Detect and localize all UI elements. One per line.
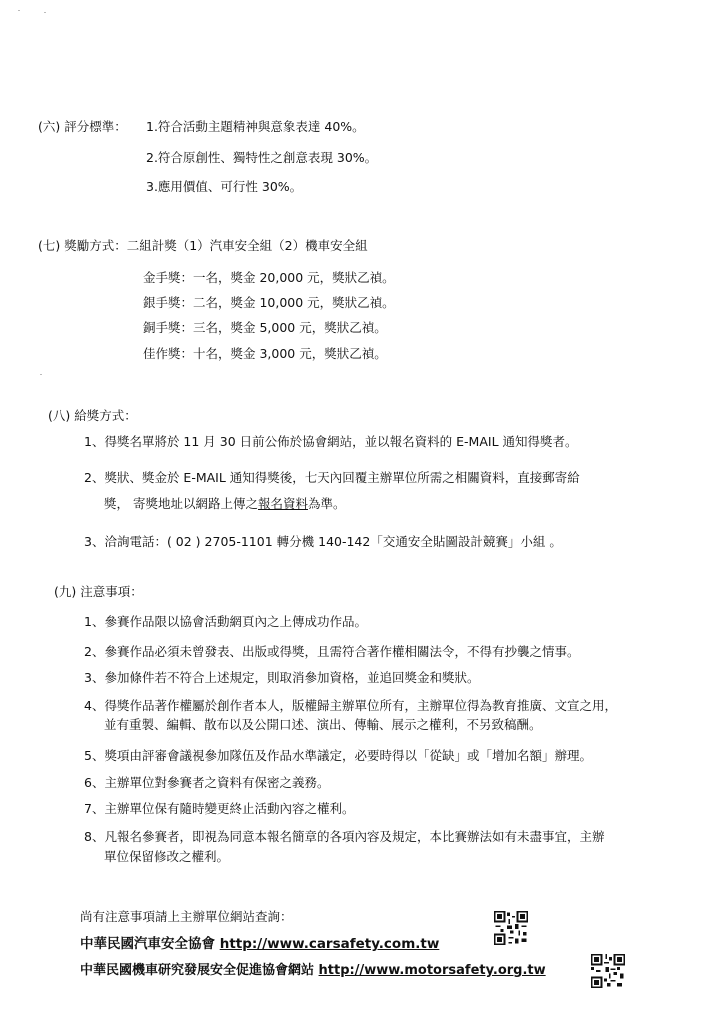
- registration-data-link: 報名資料: [257, 496, 308, 511]
- qr-code-icon[interactable]: [494, 911, 528, 945]
- awards-heading: (七) 獎勵方式：二組計獎（1）汽車安全組（2）機車安全組: [38, 238, 368, 253]
- criteria-item: 3.應用價值、可行性 30%。: [146, 179, 303, 194]
- org-name-carsafety: 中華民國汽車安全協會: [80, 936, 215, 952]
- note-item: 3、參加條件若不符合上述規定，則取消參加資格，並追回獎金和獎狀。: [84, 670, 480, 685]
- note-item: 2、參賽作品必須未曾發表、出版或得獎，且需符合著作權相關法令，不得有抄襲之情事。: [84, 644, 580, 659]
- distribution-heading: (八) 給獎方式：: [48, 408, 137, 423]
- note-item-cont: 並有重製、編輯、散布以及公開口述、演出、傳輸、展示之權利，不另致稿酬。: [104, 717, 542, 732]
- qr-code-icon[interactable]: [591, 954, 625, 988]
- note-item: 7、主辦單位保有隨時變更終止活動內容之權利。: [84, 801, 355, 816]
- prize-honorable: 佳作獎：十名，獎金 3,000 元，獎狀乙禎。: [143, 346, 387, 361]
- motorsafety-url-link[interactable]: http://www.motorsafety.org.tw: [318, 963, 546, 978]
- note-item: 5、獎項由評審會議視參加隊伍及作品水準議定，必要時得以「從缺」或「增加名額」辦理。: [84, 748, 592, 763]
- criteria-item: 2.符合原創性、獨特性之創意表現 30%。: [146, 150, 378, 165]
- criteria-item: 1.符合活動主題精神與意象表達 40%。: [146, 119, 365, 134]
- distribution-item-1: 1、得獎名單將於 11 月 30 日前公佈於協會網站，並以報名資料的 E-MAIL 通知得獎者。: [84, 434, 578, 449]
- note-item: 1、參賽作品限以協會活動網頁內之上傳成功作品。: [84, 614, 367, 629]
- note-item-cont: 單位保留修改之權利。: [104, 849, 230, 864]
- note-item: 8、凡報名參賽者，即視為同意本報名簡章的各項內容及規定，本比賽辦法如有未盡事宜，主辦: [84, 829, 605, 844]
- scan-speck: [44, 12, 46, 13]
- scan-speck: [40, 374, 42, 375]
- org-name-motorsafety: 中華民國機車研究發展安全促進協會網站: [80, 963, 315, 978]
- distribution-item-2-text: 獎， 寄獎地址以網路上傳之: [104, 496, 258, 511]
- scan-speck: [18, 10, 20, 11]
- notes-heading: (九) 注意事項：: [54, 584, 143, 599]
- criteria-heading: (六) 評分標準：: [38, 119, 127, 134]
- distribution-item-3: 3、洽詢電話：( 02 ) 2705-1101 轉分機 140-142「交通安全貼圖設計競賽」小組 。: [84, 534, 562, 549]
- footer-org-1: [80, 936, 439, 952]
- prize-bronze: 銅手獎：三名，獎金 5,000 元，獎狀乙禎。: [143, 320, 387, 335]
- carsafety-url-link[interactable]: http://www.carsafety.com.tw: [219, 936, 440, 952]
- footer-intro: 尚有注意事項請上主辦單位網站查詢：: [80, 909, 293, 924]
- note-item: 4、得獎作品著作權屬於創作者本人，版權歸主辦單位所有，主辦單位得為教育推廣、文宣之用，: [84, 698, 617, 713]
- distribution-item-2: 2、獎狀、獎金於 E-MAIL 通知得獎後，七天內回覆主辦單位所需之相關資料，直接郵寄給: [84, 470, 580, 485]
- prize-gold: 金手獎：一名，獎金 20,000 元，獎狀乙禎。: [143, 270, 395, 285]
- distribution-item-2-cont: [104, 496, 346, 512]
- prize-silver: 銀手獎：二名，獎金 10,000 元，獎狀乙禎。: [143, 295, 395, 310]
- note-item: 6、主辦單位對參賽者之資料有保密之義務。: [84, 775, 330, 790]
- distribution-item-2-tail: 為準。: [308, 496, 346, 511]
- footer-org-2: [80, 963, 546, 979]
